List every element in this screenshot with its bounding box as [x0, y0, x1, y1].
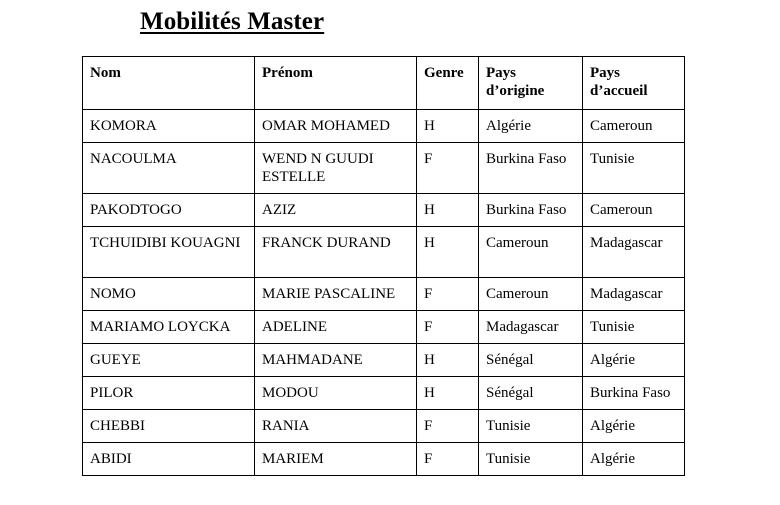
cell-pays-origine: Tunisie [479, 443, 583, 476]
cell-prenom: MODOU [255, 377, 417, 410]
cell-pays-accueil: Madagascar [583, 278, 685, 311]
cell-pays-accueil: Tunisie [583, 143, 685, 194]
mobility-table [82, 56, 685, 476]
cell-genre: F [417, 278, 479, 311]
table-row [83, 377, 685, 410]
cell-genre: H [417, 110, 479, 143]
cell-pays-origine: Sénégal [479, 377, 583, 410]
cell-nom: KOMORA [83, 110, 255, 143]
cell-pays-origine: Cameroun [479, 278, 583, 311]
cell-pays-origine: Algérie [479, 110, 583, 143]
table-header-row [83, 57, 685, 110]
cell-genre: H [417, 377, 479, 410]
cell-pays-origine: Burkina Faso [479, 143, 583, 194]
cell-nom: NOMO [83, 278, 255, 311]
cell-prenom: AZIZ [255, 194, 417, 227]
cell-nom: PAKODTOGO [83, 194, 255, 227]
cell-prenom: RANIA [255, 410, 417, 443]
cell-pays-origine: Madagascar [479, 311, 583, 344]
cell-nom: MARIAMO LOYCKA [83, 311, 255, 344]
table-row [83, 194, 685, 227]
table-row [83, 443, 685, 476]
table-row [83, 344, 685, 377]
cell-prenom: MARIE PASCALINE [255, 278, 417, 311]
table-row [83, 410, 685, 443]
cell-genre: F [417, 443, 479, 476]
cell-prenom: FRANCK DURAND [255, 227, 417, 278]
cell-nom: TCHUIDIBI KOUAGNI [83, 227, 255, 278]
cell-prenom: WEND N GUUDI ESTELLE [255, 143, 417, 194]
cell-genre: F [417, 410, 479, 443]
cell-pays-origine: Burkina Faso [479, 194, 583, 227]
cell-prenom: ADELINE [255, 311, 417, 344]
cell-pays-accueil: Madagascar [583, 227, 685, 278]
table-row [83, 110, 685, 143]
cell-genre: F [417, 311, 479, 344]
header-prenom: Prénom [255, 57, 417, 110]
cell-pays-accueil: Algérie [583, 410, 685, 443]
cell-genre: H [417, 344, 479, 377]
cell-prenom: OMAR MOHAMED [255, 110, 417, 143]
cell-prenom: MAHMADANE [255, 344, 417, 377]
cell-genre: H [417, 227, 479, 278]
header-nom: Nom [83, 57, 255, 110]
table-row [83, 311, 685, 344]
cell-pays-accueil: Cameroun [583, 110, 685, 143]
table-row [83, 227, 685, 278]
cell-pays-accueil: Burkina Faso [583, 377, 685, 410]
cell-nom: ABIDI [83, 443, 255, 476]
cell-pays-origine: Cameroun [479, 227, 583, 278]
cell-genre: H [417, 194, 479, 227]
cell-nom: GUEYE [83, 344, 255, 377]
table-row [83, 278, 685, 311]
page-title: Mobilités Master [140, 8, 325, 35]
cell-nom: NACOULMA [83, 143, 255, 194]
cell-pays-accueil: Tunisie [583, 311, 685, 344]
table-row [83, 143, 685, 194]
cell-pays-origine: Tunisie [479, 410, 583, 443]
header-pays-origine: Pays d’origine [479, 57, 583, 110]
cell-genre: F [417, 143, 479, 194]
cell-pays-accueil: Cameroun [583, 194, 685, 227]
header-genre: Genre [417, 57, 479, 110]
cell-pays-accueil: Algérie [583, 344, 685, 377]
header-pays-accueil: Pays d’accueil [583, 57, 685, 110]
cell-nom: CHEBBI [83, 410, 255, 443]
cell-nom: PILOR [83, 377, 255, 410]
cell-pays-accueil: Algérie [583, 443, 685, 476]
cell-pays-origine: Sénégal [479, 344, 583, 377]
cell-prenom: MARIEM [255, 443, 417, 476]
